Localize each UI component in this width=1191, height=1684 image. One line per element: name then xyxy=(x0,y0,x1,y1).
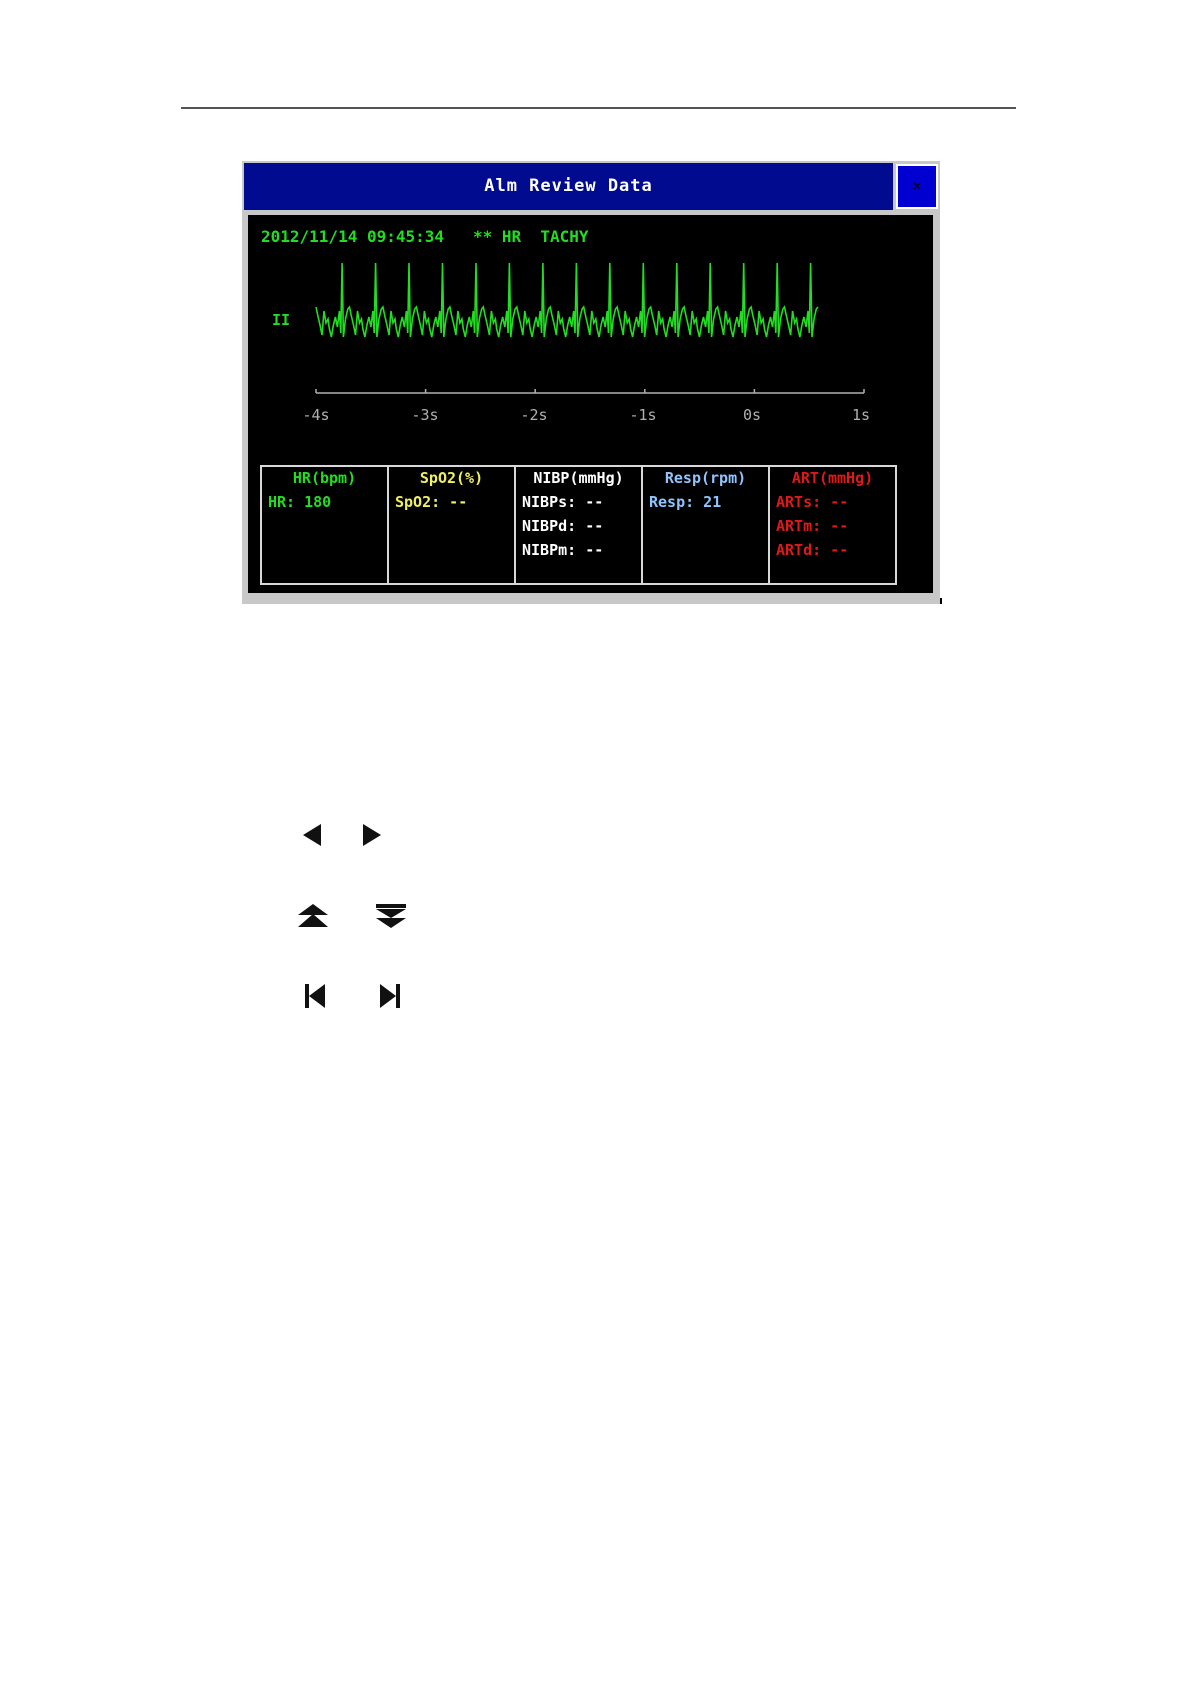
param-nibp-dia: NIBPd: -- xyxy=(522,517,604,535)
time-tick-label: -3s xyxy=(411,406,439,424)
close-button[interactable]: × xyxy=(896,164,938,209)
param-nibp xyxy=(516,467,643,583)
alarm-timestamp: 2012/11/14 09:45:34 xyxy=(261,227,445,246)
param-art-sys: ARTs: -- xyxy=(776,493,849,511)
param-art-head: ART(mmHg) xyxy=(791,469,874,487)
param-nibp-mean: NIBPm: -- xyxy=(522,541,604,559)
time-tick-label: 0s xyxy=(742,406,762,424)
arrow-right-icon xyxy=(361,822,383,848)
param-nibp-sys: NIBPs: -- xyxy=(522,493,604,511)
param-art-mean: ARTm: -- xyxy=(776,517,849,535)
param-spo2-value: SpO2: -- xyxy=(395,493,468,511)
param-art-dia: ARTd: -- xyxy=(776,541,849,559)
page-header-rule xyxy=(181,107,1016,109)
page-up-icon xyxy=(296,903,330,929)
param-hr-head: HR(bpm) xyxy=(292,469,357,487)
param-spo2-head: SpO2(%) xyxy=(419,469,484,487)
param-spo2 xyxy=(389,467,516,583)
first-icon xyxy=(303,982,327,1010)
alarm-review-window xyxy=(242,161,940,604)
param-nibp-head: NIBP(mmHg) xyxy=(533,469,624,487)
time-tick-label: -4s xyxy=(302,406,330,424)
page-down-icon xyxy=(374,903,408,929)
time-tick-label: -2s xyxy=(520,406,548,424)
window-title: Alm Review Data xyxy=(244,163,893,210)
time-tick-label: 1s xyxy=(851,406,871,424)
param-hr xyxy=(262,467,389,583)
param-hr-value: HR: 180 xyxy=(268,493,332,511)
ecg-trace xyxy=(316,263,818,337)
review-screen xyxy=(248,215,933,593)
last-icon xyxy=(378,982,402,1010)
param-resp xyxy=(643,467,770,583)
ecg-lead-label: II xyxy=(272,311,291,329)
alarm-event: ** HR TACHY xyxy=(472,227,589,246)
arrow-left-icon xyxy=(301,822,323,848)
time-tick-label: -1s xyxy=(629,406,657,424)
param-resp-value: Resp: 21 xyxy=(649,493,722,511)
parameter-table xyxy=(260,465,897,585)
param-art xyxy=(770,467,895,583)
param-resp-head: Resp(rpm) xyxy=(664,469,747,487)
